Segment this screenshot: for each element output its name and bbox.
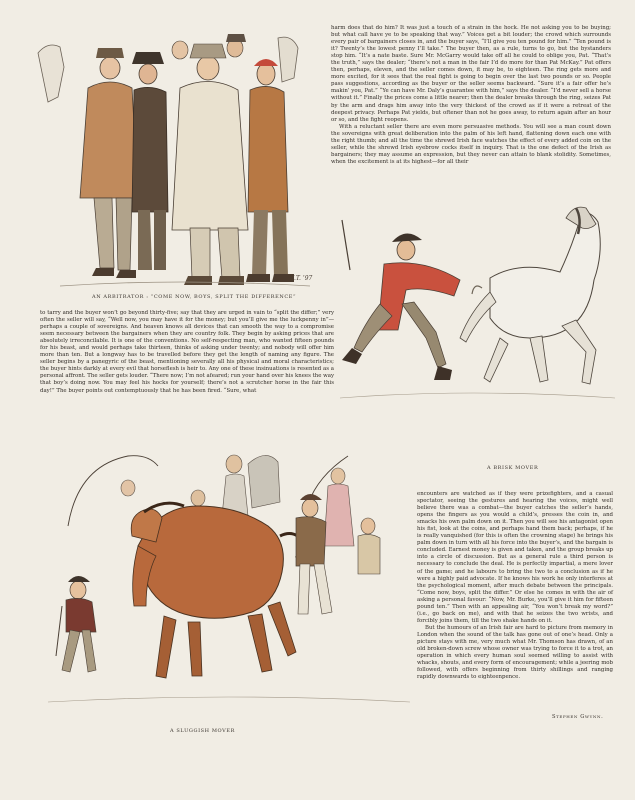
illustration-brisk-mover — [340, 198, 615, 413]
arbitrator-drawing — [30, 28, 330, 296]
brisk-mover-drawing — [340, 198, 615, 413]
text-column-bottom-right — [417, 491, 613, 681]
caption-brisk-mover: A BRISK MOVER — [487, 465, 539, 471]
sluggish-mover-drawing — [48, 436, 410, 716]
paragraph: But the humours of an Irish fair are hard to picture from memory in London when the sound of the talk has gone out of one’s head. Only a picture stays with me, very much what Mr. Thomson has drawn, of an old broken-down screw whose owner was trying to force it to a trot, an operation in which every human soul seemed willing to assist with whacks, shouts, and every form of encouragement; while a jeering mob followed, with offers beginning from thirty shillings and ranging rapidly downwards to eighteenpence. — [417, 624, 613, 681]
author-signature: Stephen Gwynn. — [552, 714, 604, 720]
paragraph: to tarry and the buyer won’t go beyond thirty-five; say that they are urged in vain to “split the differ;” very often the seller will say, “Well now, you may have it for the money; but you’ll give me the luckpenny in”—perhaps a couple of sovereigns. And heaven knows all devices that can smooth the way to a compromise seem necessary between the bargainers when they are country folk. They begin by asking prices that are absolutely irreconcilable. It is one of the conventions. No self-respecting man, who wanted fifteen pounds for his beast, and would perhaps take thirteen, thinks of asking under twenty; and nobody will offer him more than ten. But a longway has to be travelled before they get the length of naming any figure. The seller begins by a panegyric of the beast, mentioning severally all his physical and moral characteristics; the buyer hints darkly at every evil that horseflesh is heir to. Any one of these insinuations is resented as a personal affront. The seller gets louder. “There now; I’m not afeared; run your hand over his knees the way that boy’s doing now. You may feel his hocks for yourself; there’s not a scrutcher horse in the fair this day!” The buyer points out contemptuously that he has been fired. “Sure, what — [40, 310, 334, 394]
text-column-top-right — [331, 25, 611, 166]
paragraph: harm does that do him? It was just a touch of a strain in the hock. He not asking you to be buying; but what call have ye to be speaking that way.” Voices get a bit louder; the crowd which surrounds every pair of bargainers closes in, and the buyer says, “I’ll give you ten pound for him.” “Ten pound is it? Twenty’s the lowest penny I’ll take.” The buyer then, as a rule, turns to go, but the bystanders stop him. “It’s a nate baste. Sure Mr. McGarry would take off all he could to oblige you, Pat. “That’s the truth,” says the dealer; “there’s not a man in the fair I’d do more for than Pat McKay.” Pat offers then, perhaps, eleven, and the seller comes down, it may be, to eighteen. The ring gets more and more excited, for it sees that the real fight is going to begin over the last two pounds or so. People pass suggestions, according as the buyer or the seller seems backward. “Sure it’s a fair offer he’s makin’ you, Pat.” “Ye can have Mr. Daly’s guarantee with him,” says the dealer. “I’d never sell a horse without it.” Finally the prices come a little nearer; then the dealer breaks through the ring, seizes Pat by the arm and drags him away into the very thickest of the crowd as if it were a retreat of the deepest privacy. Perhaps Pat yields, but oftener than not he goes away, to return again after an hour or so, and the fight reopens. — [331, 25, 611, 123]
artist-signature: J.T. ’97 — [292, 275, 313, 282]
text-column-middle-left — [40, 310, 334, 395]
illustration-arbitrator — [30, 28, 330, 296]
caption-arbitrator: AN ARBITRATOR : “COME NOW, BOYS, SPLIT THE DIFFERENCE” — [92, 294, 297, 300]
caption-sluggish-mover: A SLUGGISH MOVER — [170, 728, 235, 734]
illustration-sluggish-mover — [48, 436, 410, 716]
paragraph: encounters are watched as if they were prizefighters, and a casual spectator, seeing the gestures and hearing the voices, might well believe there was a combat—the buyer catches the seller’s hands, opens the fingers as you would a child’s, presses the coin in, and smacks his own palm down on it. Then you will see his antagonist open his fist, look at the coins, and perhaps hand them back; perhaps, if he is really vanquished (for this is often the crowning stage) he brings his palm down in turn with all his force into the buyer’s, and the bargain is concluded. Earnest money is given and taken, and the group breaks up into a circle of discussion. But as a general rule a third person is necessary to conclude the deal. He is perfectly impartial, a mere lover of the game; and he labours to bring the two to a conclusion as if he were a highly paid advocate. If he knows his work he only interferes at the psychological moment, after much debate between the principals. “Come now, boys, split the differ.” Or else he comes in with the air of asking a personal favour: “Now, Mr. Burke, you’ll give it him for fifteen pound ten.” Then with an appealing air, “You won’t break my word?” (i.e., go back on me), and with that he seizes the two wrists, and forcibly joins them, till the two shake hands on it. — [417, 491, 613, 624]
paragraph: With a reluctant seller there are even more persuasive methods. You will see a man count down the sovereigns with great deliberation into the palm of his left hand, flattening down each one with the right thumb; and all the time the shrewd Irish face watches the effect of every added coin on the seller, while the shrewd Irish eyebrow cocks itself in inquiry. That is the one defect of the Irish as bargainers; they may assume an expression, but they never can attain to blank stolidity. Sometimes, when the excitement is at its highest—for all their — [331, 123, 611, 165]
